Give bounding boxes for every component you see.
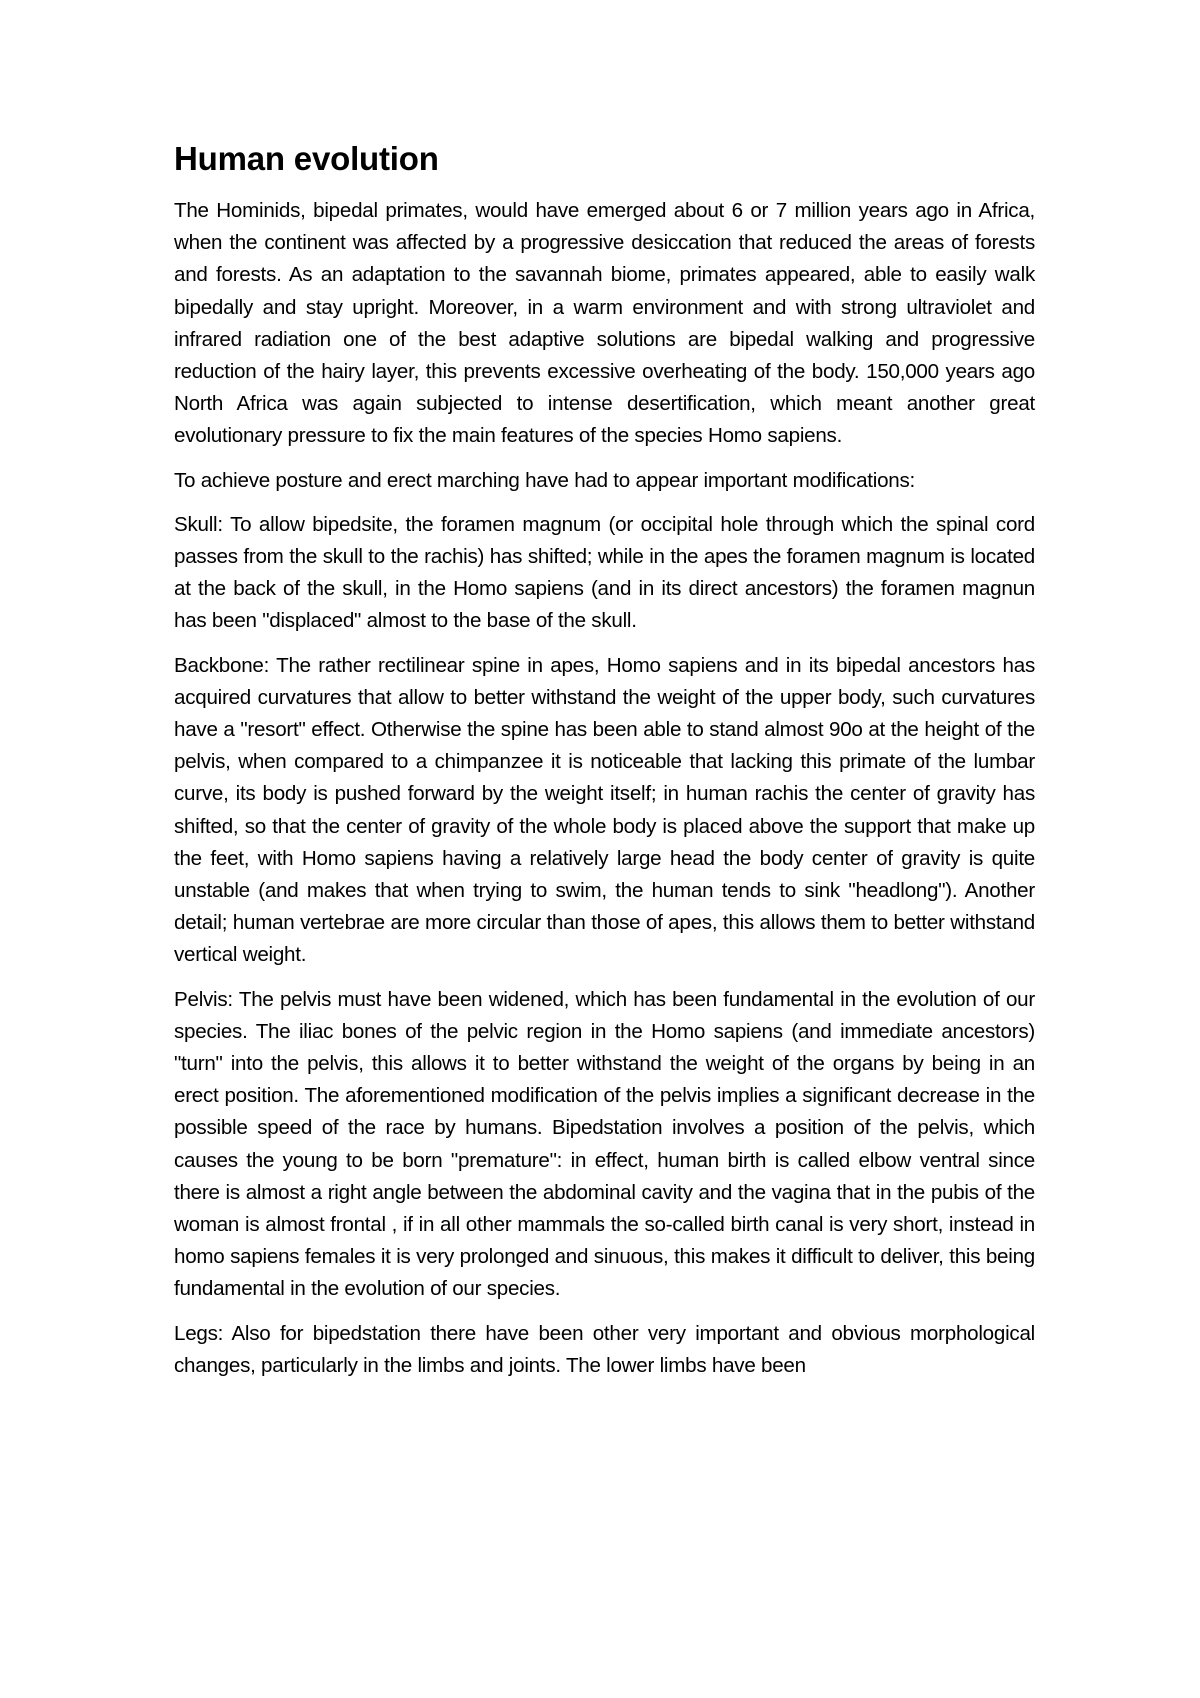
document-page: [174, 138, 1035, 1394]
paragraph-intro: The Hominids, bipedal primates, would have emerged about 6 or 7 million years ago in Africa, when the continent was affected by a progressive desiccation that reduced the areas of forests and forests. As an adaptation to the savannah biome, primates appeared, able to easily walk bipedally and stay upright. Moreover, in a warm environment and with strong ultraviolet and infrared radiation one of the best adaptive solutions are bipedal walking and progressive reduction of the hairy layer, this prevents excessive overheating of the body. 150,000 years ago North Africa was again subjected to intense desertification, which meant another great evolutionary pressure to fix the main features of the species Homo sapiens.: [174, 198, 1035, 448]
paragraph-backbone: Backbone: The rather rectilinear spine in apes, Homo sapiens and in its bipedal ancestors has acquired curvatures that allow to better withstand the weight of the upper body, such curvatures have a "resort" effect. Otherwise the spine has been able to stand almost 90o at the height of the pelvis, when compared to a chimpanzee it is noticeable that lacking this primate of the lumbar curve, its body is pushed forward by the weight itself; in human rachis the center of gravity has shifted, so that the center of gravity of the whole body is placed above the support that make up the feet, with Homo sapiens having a relatively large head the body center of gravity is quite unstable (and makes that when trying to swim, the human tends to sink "headlong"). Another detail; human vertebrae are more circular than those of apes, this allows them to better withstand vertical weight.: [174, 653, 1035, 967]
paragraph-pelvis: Pelvis: The pelvis must have been widened, which has been fundamental in the evolution of our species. The iliac bones of the pelvic region in the Homo sapiens (and immediate ancestors) "turn" into the pelvis, this allows it to better withstand the weight of the organs by being in an erect position. The aforementioned modification of the pelvis implies a significant decrease in the possible speed of the race by humans. Bipedstation involves a position of the pelvis, which causes the young to be born "premature": in effect, human birth is called elbow ventral since there is almost a right angle between the abdominal cavity and the vagina that in the pubis of the woman is almost frontal , if in all other mammals the so-called birth canal is very short, instead in homo sapiens females it is very prolonged and sinuous, this makes it difficult to deliver, this being fundamental in the evolution of our species.: [174, 987, 1035, 1301]
document-title: Human evolution: [174, 140, 439, 177]
paragraph-modifications-intro: To achieve posture and erect marching have had to appear important modifications:: [174, 468, 916, 492]
paragraph-skull: Skull: To allow bipedsite, the foramen magnum (or occipital hole through which the spinal cord passes from the skull to the rachis) has shifted; while in the apes the foramen magnum is located at the back of the skull, in the Homo sapiens (and in its direct ancestors) the foramen magnun has been "displaced" almost to the base of the skull.: [174, 512, 1035, 633]
paragraph-legs: Legs: Also for bipedstation there have been other very important and obvious morphological changes, particularly in the limbs and joints. The lower limbs have been: [174, 1321, 1035, 1377]
